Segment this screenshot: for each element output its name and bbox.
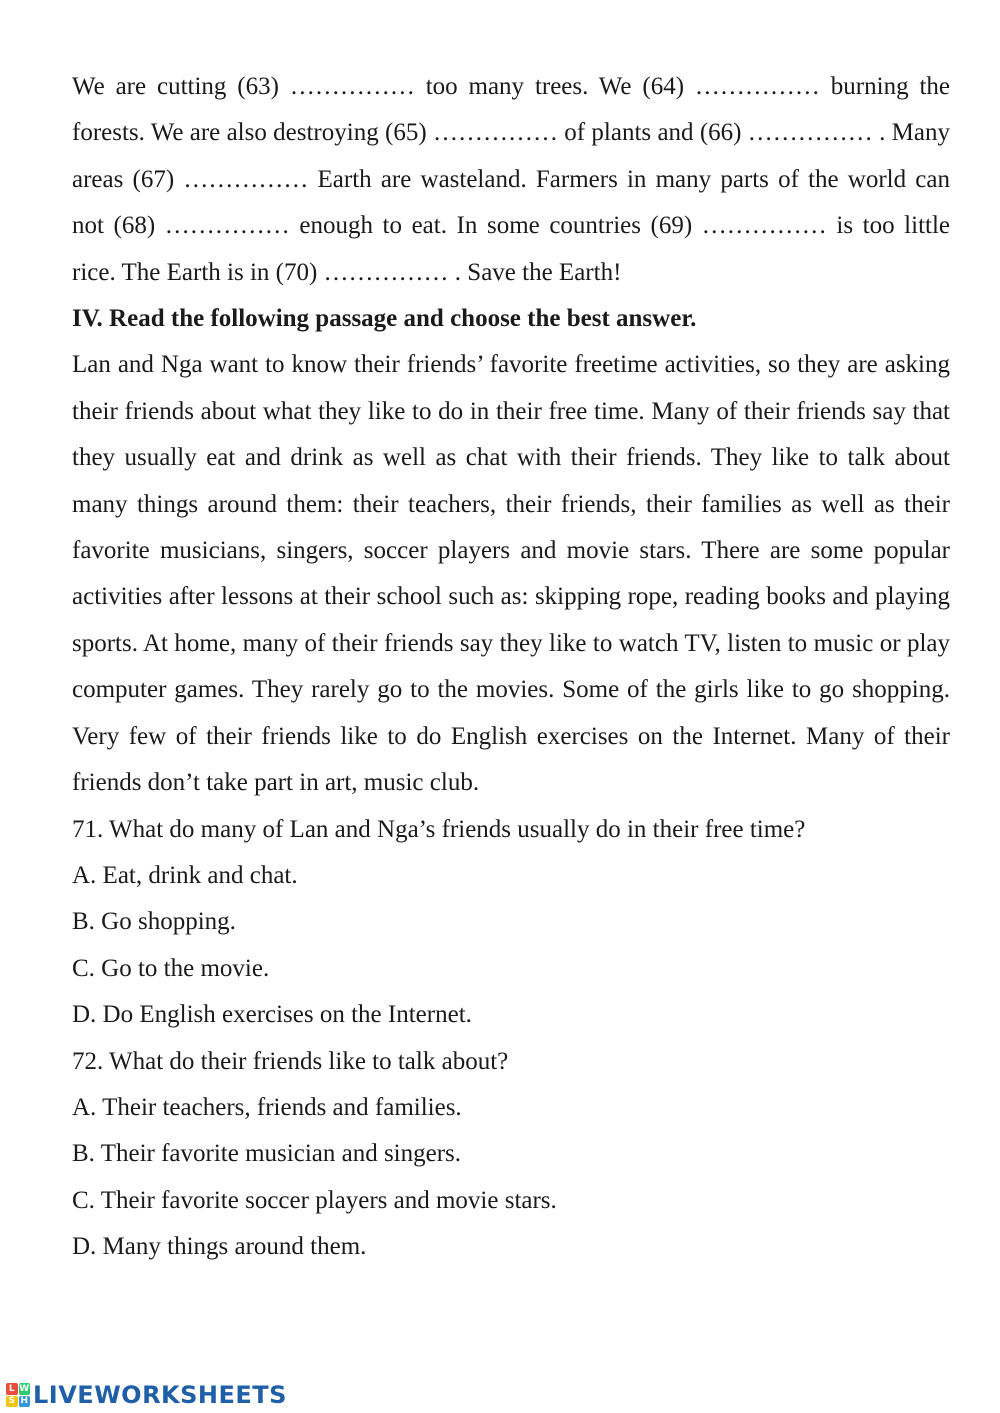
question-text: 72. What do their friends like to talk about?: [72, 1047, 509, 1075]
liveworksheets-footer: [6, 1380, 287, 1410]
worksheet-page: [72, 64, 950, 1271]
answer-option-a[interactable]: A. Their teachers, friends and families.: [72, 1093, 462, 1121]
answer-option-d[interactable]: D. Do English exercises on the Internet.: [72, 1001, 472, 1029]
liveworksheets-logo-text: LIVEWORKSHEETS: [33, 1381, 287, 1409]
question-text: 71. What do many of Lan and Nga’s friends usually do in their free time?: [72, 815, 806, 843]
liveworksheets-logo-icon: L W S H: [6, 1383, 30, 1407]
section-heading: IV. Read the following passage and choose the best answer.: [72, 305, 697, 333]
answer-option-b[interactable]: B. Go shopping.: [72, 908, 236, 936]
previous-passage: We are cutting (63) …………… too many trees. We (64) …………… burning the forests. We are also destroying (65) …………… of plants and (66) …………… . Many areas (67) …………… Earth are wasteland. Farmers in many parts of the world can not (68) …………… enough to eat. In some countries (69) …………… is too little rice. The Earth is in (70) …………… . Save the Earth!: [72, 73, 950, 286]
reading-passage: Lan and Nga want to know their friends’ favorite freetime activities, so they are asking their friends about what they like to do in their free time. Many of their friends say that they usually eat and drink as well as chat with their friends. They like to talk about many things around them: their teachers, their friends, their families as well as their favorite musicians, singers, soccer players and movie stars. There are some popular activities after lessons at their school such as: skipping rope, reading books and playing sports. At home, many of their friends say they like to watch TV, listen to music or play computer games. They rarely go to the movies. Some of the girls like to go shopping. Very few of their friends like to do English exercises on the Internet. Many of their friends don’t take part in art, music club.: [72, 351, 950, 797]
answer-option-c[interactable]: C. Go to the movie.: [72, 954, 270, 982]
question-71: [72, 807, 950, 1039]
question-72: [72, 1039, 950, 1271]
answer-option-c[interactable]: C. Their favorite soccer players and movie stars.: [72, 1186, 557, 1214]
answer-option-a[interactable]: A. Eat, drink and chat.: [72, 861, 298, 889]
answer-option-b[interactable]: B. Their favorite musician and singers.: [72, 1140, 462, 1168]
answer-option-d[interactable]: D. Many things around them.: [72, 1233, 367, 1261]
